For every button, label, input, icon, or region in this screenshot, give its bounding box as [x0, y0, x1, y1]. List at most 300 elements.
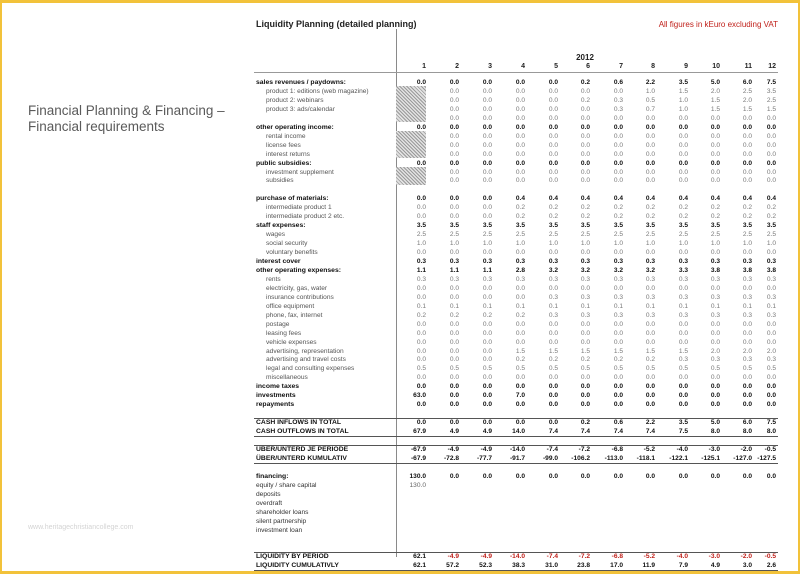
table-cell: 0.0 — [645, 249, 655, 257]
table-cell: 0.0 — [613, 132, 623, 140]
table-cell: 0.0 — [482, 356, 492, 364]
table-cell: -14.0 — [509, 553, 525, 561]
table-cell: 0.0 — [613, 329, 623, 337]
table-cell: 0.4 — [515, 195, 525, 203]
table-cell: 0.0 — [482, 392, 492, 400]
table-cell: 0.0 — [710, 177, 720, 185]
table-cell: 3.2 — [645, 266, 655, 274]
table-cell: 0.0 — [678, 168, 688, 176]
table-cell: 0.0 — [482, 159, 492, 167]
table-cell: 2.5 — [710, 231, 720, 239]
row-label: phone, fax, internet — [266, 311, 323, 319]
table-cell: 0.0 — [416, 123, 426, 131]
table-cell: 0.0 — [515, 338, 525, 346]
table-cell: 0.0 — [678, 320, 688, 328]
table-cell: 1.0 — [645, 87, 655, 95]
table-cell: 0.0 — [449, 356, 459, 364]
table-cell: 0.0 — [416, 356, 426, 364]
table-cell: 1.5 — [613, 347, 623, 355]
table-cell: 0.0 — [580, 284, 590, 292]
table-cell: 23.8 — [577, 562, 590, 570]
table-cell: 0.1 — [742, 302, 752, 310]
table-cell: 0.0 — [742, 383, 752, 391]
table-row — [0, 427, 800, 436]
table-cell: -67.9 — [410, 445, 426, 453]
table-cell: 0.0 — [449, 401, 459, 409]
table-cell: 1.5 — [710, 96, 720, 104]
document-note: All figures in kEuro excluding VAT — [658, 20, 778, 29]
table-cell: 0.0 — [580, 123, 590, 131]
table-cell: -106.2 — [571, 454, 590, 462]
table-cell: 0.0 — [548, 249, 558, 257]
table-row — [0, 552, 800, 561]
table-cell: 0.0 — [449, 329, 459, 337]
row-label: CASH OUTFLOWS IN TOTAL — [256, 428, 349, 436]
table-cell: 2.0 — [742, 347, 752, 355]
table-cell: 0.0 — [710, 320, 720, 328]
table-cell: 1.1 — [449, 266, 459, 274]
table-cell: 0.0 — [766, 383, 776, 391]
column-header-7: 7 — [619, 63, 623, 70]
table-cell: 0.0 — [645, 132, 655, 140]
table-cell: 0.0 — [548, 79, 558, 86]
table-cell: 17.0 — [610, 562, 623, 570]
table-cell: 5.0 — [710, 419, 720, 427]
table-cell: 0.0 — [580, 338, 590, 346]
table-cell: 0.0 — [645, 141, 655, 149]
row-label: silent partnership — [256, 517, 307, 525]
row-label: advertising and travel costs — [266, 356, 346, 364]
row-label: income taxes — [256, 383, 300, 391]
table-cell: 0.0 — [613, 320, 623, 328]
table-cell: 0.0 — [645, 401, 655, 409]
table-cell: -0.5 — [764, 553, 776, 561]
table-cell: 0.2 — [678, 204, 688, 212]
table-cell: 0.3 — [613, 96, 623, 104]
table-cell: 0.0 — [580, 168, 590, 176]
table-cell: 4.9 — [710, 562, 720, 570]
column-header-8: 8 — [651, 63, 655, 70]
row-label: staff expenses: — [256, 222, 306, 230]
table-cell: 0.0 — [548, 96, 558, 104]
table-cell: -125.1 — [701, 454, 720, 462]
table-cell: 0.2 — [710, 204, 720, 212]
table-cell: 0.0 — [645, 338, 655, 346]
table-cell: 7.4 — [613, 428, 623, 436]
table-cell: 0.0 — [678, 150, 688, 158]
table-cell: 0.0 — [482, 204, 492, 212]
table-row — [0, 418, 800, 427]
table-cell: 2.5 — [580, 231, 590, 239]
table-cell: 1.0 — [515, 240, 525, 248]
table-cell: 1.0 — [416, 240, 426, 248]
table-cell: 0.0 — [766, 114, 776, 122]
table-cell: 0.2 — [515, 204, 525, 212]
table-cell: -4.0 — [676, 553, 688, 561]
table-cell: 2.2 — [645, 419, 655, 427]
table-cell: 0.2 — [449, 311, 459, 319]
table-cell: 0.0 — [710, 284, 720, 292]
table-cell: 0.0 — [580, 87, 590, 95]
row-label: intermediate product 1 — [266, 204, 332, 212]
table-cell: 62.1 — [413, 553, 426, 561]
table-cell: 0.0 — [515, 123, 525, 131]
table-cell: 0.0 — [645, 123, 655, 131]
table-cell: 0.0 — [580, 383, 590, 391]
table-cell: 67.9 — [413, 428, 426, 436]
table-cell: 0.0 — [580, 177, 590, 185]
table-cell: 1.5 — [678, 87, 688, 95]
table-cell: 0.3 — [766, 293, 776, 301]
table-cell: 0.2 — [548, 204, 558, 212]
table-cell: 0.0 — [710, 114, 720, 122]
table-cell: 0.0 — [548, 383, 558, 391]
row-label: intermediate product 2 etc. — [266, 213, 345, 221]
table-cell: 0.3 — [766, 311, 776, 319]
table-cell: 14.0 — [512, 428, 525, 436]
table-cell: 0.2 — [742, 204, 752, 212]
table-cell: 0.5 — [678, 365, 688, 373]
table-row — [0, 338, 800, 347]
table-cell: 1.0 — [766, 240, 776, 248]
table-cell: 1.0 — [613, 240, 623, 248]
table-cell: 0.0 — [482, 141, 492, 149]
table-cell: 0.3 — [580, 311, 590, 319]
table-cell: 0.0 — [416, 249, 426, 257]
table-cell: 3.5 — [580, 222, 590, 230]
sidebar-title: Financial Planning & Financing – Financial requirements — [28, 103, 225, 134]
table-cell: 0.5 — [742, 365, 752, 373]
table-cell: 0.0 — [678, 472, 688, 480]
table-cell: 0.2 — [613, 356, 623, 364]
table-cell: 0.0 — [449, 123, 459, 131]
table-cell: 3.5 — [416, 222, 426, 230]
table-cell: 0.0 — [416, 374, 426, 382]
table-cell: 0.0 — [416, 347, 426, 355]
table-cell: 0.0 — [678, 249, 688, 257]
table-cell: 2.2 — [645, 79, 655, 86]
table-cell: 0.3 — [678, 356, 688, 364]
table-cell: 0.3 — [580, 258, 590, 265]
year-header: 2012 — [576, 53, 594, 62]
table-cell: 0.4 — [710, 195, 720, 203]
table-cell: 0.5 — [416, 365, 426, 373]
table-cell: -91.7 — [509, 454, 525, 462]
table-cell: 0.4 — [580, 195, 590, 203]
table-cell: 0.5 — [645, 96, 655, 104]
table-cell: 7.5 — [766, 79, 776, 86]
table-row — [0, 141, 800, 150]
table-cell: 0.1 — [416, 302, 426, 310]
table-cell: 31.0 — [545, 562, 558, 570]
table-row — [0, 275, 800, 284]
table-cell: 0.0 — [482, 123, 492, 131]
table-row — [0, 257, 800, 266]
table-cell: 0.3 — [645, 275, 655, 283]
table-cell: 0.0 — [416, 419, 426, 427]
row-label: insurance contributions — [266, 293, 334, 301]
row-label: product 1: editions (web magazine) — [266, 87, 369, 95]
row-label: interest cover — [256, 258, 301, 265]
table-cell: 0.5 — [645, 365, 655, 373]
table-cell: 0.0 — [766, 249, 776, 257]
row-label: investment loan — [256, 526, 303, 534]
table-cell: 0.3 — [710, 311, 720, 319]
table-cell: 0.2 — [515, 311, 525, 319]
table-cell: 2.0 — [742, 96, 752, 104]
document-title: Liquidity Planning (detailed planning) — [256, 19, 417, 29]
table-cell: 1.5 — [548, 347, 558, 355]
table-cell: 0.0 — [766, 329, 776, 337]
table-cell: 1.0 — [710, 240, 720, 248]
table-cell: 0.0 — [710, 401, 720, 409]
table-cell: 0.0 — [742, 472, 752, 480]
table-cell: 0.2 — [613, 213, 623, 221]
table-cell: 0.0 — [548, 401, 558, 409]
table-cell: 0.0 — [766, 401, 776, 409]
table-cell: 0.0 — [645, 150, 655, 158]
table-cell: 0.0 — [482, 419, 492, 427]
table-cell: 0.0 — [766, 177, 776, 185]
row-label: financing: — [256, 472, 289, 480]
table-cell: 0.0 — [742, 150, 752, 158]
table-cell: 0.0 — [580, 141, 590, 149]
table-cell: 0.5 — [710, 365, 720, 373]
row-label: ÜBER/UNTERD KUMULATIV — [256, 454, 347, 462]
table-cell: 0.0 — [710, 329, 720, 337]
table-cell: 0.0 — [742, 329, 752, 337]
table-cell: 0.0 — [613, 374, 623, 382]
table-cell: -77.7 — [476, 454, 492, 462]
table-cell: 0.0 — [515, 329, 525, 337]
table-cell: 0.0 — [766, 141, 776, 149]
table-row — [0, 96, 800, 105]
table-row — [0, 355, 800, 364]
table-cell: -3.0 — [708, 445, 720, 453]
table-cell: 0.0 — [515, 105, 525, 113]
table-cell: 0.0 — [710, 150, 720, 158]
table-cell: 0.0 — [742, 249, 752, 257]
table-cell: 0.1 — [515, 302, 525, 310]
table-cell: 0.5 — [580, 365, 590, 373]
table-cell: 0.0 — [449, 374, 459, 382]
table-cell: 0.0 — [678, 338, 688, 346]
table-cell: 0.0 — [645, 329, 655, 337]
table-cell: 0.0 — [613, 338, 623, 346]
table-cell: 0.0 — [548, 374, 558, 382]
table-cell: 0.3 — [613, 275, 623, 283]
table-cell: 0.0 — [678, 392, 688, 400]
table-cell: 1.0 — [548, 240, 558, 248]
table-cell: 0.0 — [678, 114, 688, 122]
table-row — [0, 78, 800, 87]
row-label: rental income — [266, 132, 306, 140]
table-cell: 0.0 — [449, 177, 459, 185]
row-label: investment supplement — [266, 168, 334, 176]
table-cell: 0.0 — [515, 383, 525, 391]
row-label: LIQUIDITY CUMULATIVLY — [256, 562, 339, 570]
table-cell: 1.5 — [766, 105, 776, 113]
table-cell: 0.0 — [482, 284, 492, 292]
table-cell: 0.3 — [482, 258, 492, 265]
table-cell: 0.0 — [766, 338, 776, 346]
column-header-12: 12 — [768, 63, 776, 70]
table-cell: 0.0 — [482, 114, 492, 122]
table-cell: 0.0 — [645, 392, 655, 400]
table-cell: 0.5 — [613, 365, 623, 373]
table-cell: -5.2 — [643, 445, 655, 453]
section-rule — [254, 570, 778, 571]
table-cell: 0.0 — [416, 159, 426, 167]
table-cell: 0.0 — [613, 159, 623, 167]
table-cell: 130.0 — [409, 472, 426, 480]
table-cell: 3.5 — [678, 79, 688, 86]
row-label: purchase of materials: — [256, 195, 329, 203]
table-cell: 0.0 — [449, 249, 459, 257]
table-cell: 0.4 — [678, 195, 688, 203]
table-cell: -3.0 — [708, 553, 720, 561]
table-cell: 0.5 — [515, 365, 525, 373]
table-cell: -6.8 — [611, 445, 623, 453]
row-label: office equipment — [266, 302, 315, 310]
table-cell: 0.0 — [416, 293, 426, 301]
table-cell: 0.0 — [710, 249, 720, 257]
table-cell: 0.4 — [613, 195, 623, 203]
table-cell: 0.3 — [449, 275, 459, 283]
table-row — [0, 221, 800, 230]
table-cell: 0.0 — [482, 293, 492, 301]
table-cell: 0.3 — [710, 258, 720, 265]
table-row — [0, 561, 800, 570]
table-row — [0, 409, 800, 418]
table-row — [0, 302, 800, 311]
table-cell: 0.0 — [645, 472, 655, 480]
table-cell: 0.3 — [766, 275, 776, 283]
table-cell: 11.9 — [642, 562, 655, 570]
table-cell: -4.0 — [676, 445, 688, 453]
table-cell: 0.4 — [766, 195, 776, 203]
table-cell: 0.0 — [766, 150, 776, 158]
table-cell: -7.2 — [578, 553, 590, 561]
table-cell: 0.0 — [482, 195, 492, 203]
table-cell: 0.0 — [416, 338, 426, 346]
table-cell: 0.0 — [742, 392, 752, 400]
table-cell: 0.0 — [580, 320, 590, 328]
table-cell: -5.2 — [643, 553, 655, 561]
table-cell: 2.8 — [515, 266, 525, 274]
table-cell: 0.0 — [449, 320, 459, 328]
table-cell: -7.4 — [546, 445, 558, 453]
table-cell: 0.6 — [613, 79, 623, 86]
table-cell: 0.0 — [482, 213, 492, 221]
table-cell: 0.1 — [678, 302, 688, 310]
table-cell: 0.0 — [548, 338, 558, 346]
table-row — [0, 284, 800, 293]
table-cell: 0.0 — [645, 177, 655, 185]
table-cell: 0.0 — [416, 320, 426, 328]
table-cell: 0.0 — [613, 123, 623, 131]
table-cell: 1.0 — [678, 240, 688, 248]
table-cell: 0.2 — [580, 213, 590, 221]
table-cell: 1.0 — [482, 240, 492, 248]
table-cell: 0.0 — [613, 141, 623, 149]
row-label: leasing fees — [266, 329, 302, 337]
table-cell: 0.3 — [515, 258, 525, 265]
table-cell: 2.5 — [482, 231, 492, 239]
table-cell: 8.0 — [742, 428, 752, 436]
table-cell: 0.0 — [449, 96, 459, 104]
table-cell: 0.0 — [449, 347, 459, 355]
table-cell: 0.2 — [710, 213, 720, 221]
table-cell: -0.5 — [764, 445, 776, 453]
table-cell: 0.3 — [710, 275, 720, 283]
row-label: investments — [256, 392, 296, 400]
table-cell: 0.0 — [580, 329, 590, 337]
table-cell: 0.3 — [645, 311, 655, 319]
table-cell: 3.5 — [766, 222, 776, 230]
table-cell: 0.3 — [515, 275, 525, 283]
table-row — [0, 239, 800, 248]
table-cell: 0.0 — [416, 284, 426, 292]
table-cell: 0.0 — [742, 159, 752, 167]
table-cell: 0.0 — [580, 374, 590, 382]
row-label: wages — [266, 231, 286, 239]
table-row — [0, 168, 800, 177]
table-cell: -7.2 — [578, 445, 590, 453]
table-cell: 0.0 — [613, 150, 623, 158]
table-cell: 0.2 — [548, 213, 558, 221]
table-cell: 0.0 — [449, 293, 459, 301]
table-cell: 0.0 — [613, 177, 623, 185]
table-row — [0, 311, 800, 320]
table-row — [0, 248, 800, 257]
table-cell: 0.0 — [645, 284, 655, 292]
table-cell: 0.0 — [766, 159, 776, 167]
table-cell: 0.0 — [580, 392, 590, 400]
row-label: social security — [266, 240, 308, 248]
table-cell: 0.0 — [742, 168, 752, 176]
table-cell: 52.3 — [479, 562, 492, 570]
table-cell: 0.2 — [678, 213, 688, 221]
table-cell: 0.0 — [742, 177, 752, 185]
table-cell: 0.0 — [766, 168, 776, 176]
row-label: advertising, representation — [266, 347, 344, 355]
table-cell: 0.0 — [678, 401, 688, 409]
table-cell: 3.5 — [613, 222, 623, 230]
table-cell: 0.0 — [613, 383, 623, 391]
table-cell: 0.5 — [449, 365, 459, 373]
row-label: LIQUIDITY BY PERIOD — [256, 553, 329, 561]
table-cell: 8.0 — [766, 428, 776, 436]
table-cell: 1.0 — [449, 240, 459, 248]
table-cell: 0.0 — [613, 472, 623, 480]
table-row — [0, 534, 800, 543]
table-cell: 0.1 — [548, 302, 558, 310]
table-cell: 0.0 — [613, 401, 623, 409]
table-cell: 3.0 — [742, 562, 752, 570]
table-cell: 0.0 — [515, 79, 525, 86]
table-cell: 3.2 — [613, 266, 623, 274]
table-cell: 0.3 — [742, 293, 752, 301]
frame-top-border — [0, 0, 800, 3]
table-cell: 0.2 — [645, 356, 655, 364]
table-row — [0, 347, 800, 356]
table-cell: 0.0 — [515, 472, 525, 480]
row-label: ÜBER/UNTERD JE PERIODE — [256, 445, 349, 453]
table-cell: 0.3 — [580, 275, 590, 283]
table-cell: 0.0 — [678, 383, 688, 391]
table-cell: 0.0 — [766, 374, 776, 382]
